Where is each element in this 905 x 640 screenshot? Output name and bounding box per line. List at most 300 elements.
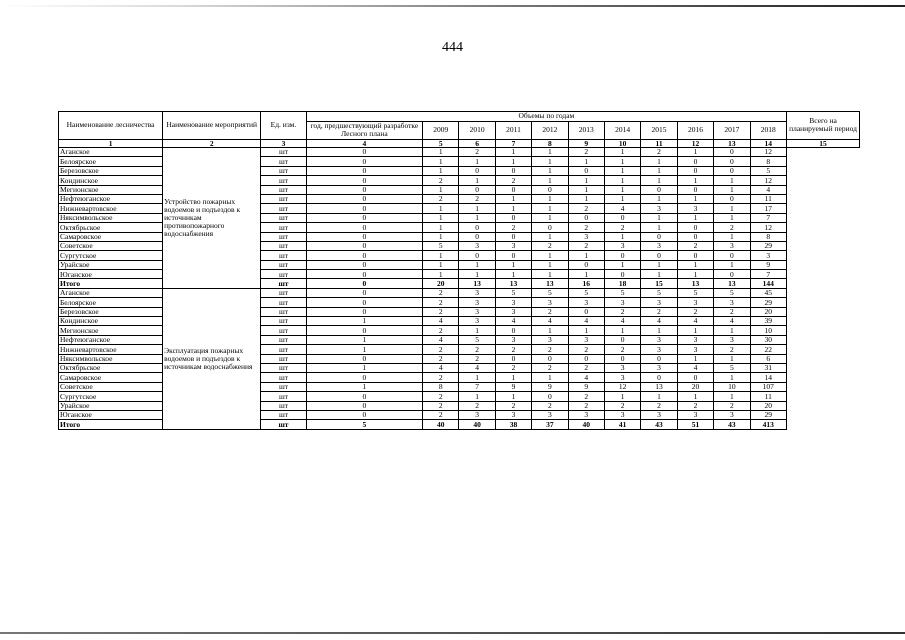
value-cell: 1 [604, 148, 640, 157]
value-cell: 39 [750, 317, 786, 326]
value-cell: 2 [714, 307, 750, 316]
value-cell: 1 [568, 251, 604, 260]
forestry-name: Юганское [59, 410, 163, 419]
value-cell: 0 [306, 354, 422, 363]
value-cell: 0 [306, 185, 422, 194]
forestry-name: Белоярское [59, 157, 163, 166]
column-number: 12 [677, 139, 713, 148]
total-value: 40 [568, 420, 604, 429]
header-unit: Ед. изм. [261, 112, 307, 140]
value-cell: 1 [677, 392, 713, 401]
value-cell: 5 [677, 288, 713, 297]
value-cell: 12 [750, 176, 786, 185]
table-row [59, 148, 860, 157]
value-cell: 3 [641, 204, 677, 213]
value-cell: 3 [459, 288, 495, 297]
value-cell: 4 [423, 317, 459, 326]
value-cell: 1 [532, 176, 568, 185]
value-cell: 3 [495, 241, 531, 250]
header-year: 2009 [423, 122, 459, 140]
value-cell: 1 [459, 157, 495, 166]
value-cell: 1 [459, 176, 495, 185]
header-year: 2015 [641, 122, 677, 140]
header-year: 2013 [568, 122, 604, 140]
value-cell: 1 [423, 166, 459, 175]
value-cell: 1 [306, 363, 422, 372]
value-cell: 3 [459, 298, 495, 307]
value-cell: 1 [459, 213, 495, 222]
unit-cell: шт [261, 148, 307, 157]
value-cell: 2 [568, 223, 604, 232]
unit-cell: шт [261, 298, 307, 307]
value-cell: 0 [306, 401, 422, 410]
value-cell: 5 [423, 241, 459, 250]
unit-cell: шт [261, 204, 307, 213]
header-total: Всего на планируемый период [787, 112, 860, 140]
value-cell: 0 [495, 166, 531, 175]
value-cell: 1 [677, 148, 713, 157]
value-cell: 2 [495, 363, 531, 372]
value-cell: 2 [677, 401, 713, 410]
value-cell: 1 [677, 354, 713, 363]
value-cell: 1 [532, 148, 568, 157]
value-cell: 2 [423, 298, 459, 307]
unit-cell: шт [261, 241, 307, 250]
value-cell: 1 [604, 157, 640, 166]
value-cell: 8 [750, 157, 786, 166]
value-cell: 1 [532, 260, 568, 269]
value-cell: 107 [750, 382, 786, 391]
value-cell: 2 [423, 410, 459, 419]
value-cell: 12 [750, 148, 786, 157]
value-cell: 0 [677, 232, 713, 241]
value-cell: 1 [714, 354, 750, 363]
header-year: 2012 [532, 122, 568, 140]
value-cell: 0 [714, 270, 750, 279]
forestry-name: Нефтеюганское [59, 335, 163, 344]
value-cell: 1 [714, 232, 750, 241]
forestry-name: Юганское [59, 270, 163, 279]
value-cell: 1 [495, 392, 531, 401]
column-number: 3 [261, 139, 307, 148]
value-cell: 2 [459, 148, 495, 157]
value-cell: 5 [532, 288, 568, 297]
value-cell: 45 [750, 288, 786, 297]
column-number: 13 [714, 139, 750, 148]
value-cell: 0 [677, 166, 713, 175]
value-cell: 2 [568, 363, 604, 372]
value-cell: 1 [568, 270, 604, 279]
value-cell: 1 [459, 326, 495, 335]
value-cell: 12 [604, 382, 640, 391]
value-cell: 0 [532, 185, 568, 194]
value-cell: 2 [495, 223, 531, 232]
value-cell: 1 [714, 176, 750, 185]
value-cell: 5 [714, 288, 750, 297]
unit-cell: шт [261, 307, 307, 316]
value-cell: 2 [714, 223, 750, 232]
value-cell: 3 [641, 298, 677, 307]
value-cell: 4 [677, 317, 713, 326]
value-cell: 2 [459, 401, 495, 410]
total-value: 15 [641, 279, 677, 288]
value-cell: 2 [568, 401, 604, 410]
header-year: 2010 [459, 122, 495, 140]
value-cell: 3 [568, 410, 604, 419]
header-volumes-by-year: Объемы по годам [306, 112, 786, 122]
header-year: 2017 [714, 122, 750, 140]
unit-cell: шт [261, 363, 307, 372]
value-cell: 1 [532, 270, 568, 279]
value-cell: 1 [459, 204, 495, 213]
value-cell: 3 [677, 345, 713, 354]
value-cell: 1 [604, 326, 640, 335]
value-cell: 20 [750, 307, 786, 316]
value-cell: 0 [306, 194, 422, 203]
value-cell: 1 [459, 373, 495, 382]
value-cell: 2 [532, 401, 568, 410]
forestry-name: Кондинское [59, 317, 163, 326]
value-cell: 0 [459, 232, 495, 241]
value-cell: 5 [714, 363, 750, 372]
scan-edge-top [0, 5, 905, 7]
value-cell: 2 [532, 307, 568, 316]
unit-cell: шт [261, 232, 307, 241]
unit-cell: шт [261, 223, 307, 232]
value-cell: 1 [532, 204, 568, 213]
value-cell: 2 [459, 194, 495, 203]
header-prev-year: год, предшествующий разработке Лесного плана [306, 122, 422, 140]
header-year: 2014 [604, 122, 640, 140]
value-cell: 3 [495, 307, 531, 316]
value-cell: 4 [677, 363, 713, 372]
value-cell: 1 [677, 194, 713, 203]
value-cell: 20 [677, 382, 713, 391]
value-cell: 1 [714, 373, 750, 382]
value-cell: 3 [568, 232, 604, 241]
value-cell: 3 [677, 335, 713, 344]
value-cell: 0 [568, 260, 604, 269]
page-number: 444 [442, 40, 463, 55]
value-cell: 3 [641, 410, 677, 419]
value-cell: 7 [750, 213, 786, 222]
value-cell: 7 [459, 382, 495, 391]
value-cell: 0 [604, 270, 640, 279]
value-cell: 8 [423, 382, 459, 391]
value-cell: 0 [568, 307, 604, 316]
value-cell: 1 [532, 326, 568, 335]
value-cell: 0 [459, 223, 495, 232]
value-cell: 1 [568, 157, 604, 166]
value-cell: 1 [677, 270, 713, 279]
total-value: 43 [714, 420, 750, 429]
header-forestry: Наименование лесничества [59, 112, 163, 140]
column-number: 6 [459, 139, 495, 148]
value-cell: 0 [495, 213, 531, 222]
value-cell: 0 [495, 185, 531, 194]
column-number: 10 [604, 139, 640, 148]
value-cell: 1 [423, 251, 459, 260]
unit-cell: шт [261, 345, 307, 354]
value-cell: 12 [750, 223, 786, 232]
value-cell: 20 [750, 401, 786, 410]
forestry-name: Советское [59, 241, 163, 250]
total-label: Итого [59, 420, 163, 429]
total-value: 13 [459, 279, 495, 288]
value-cell: 3 [459, 317, 495, 326]
value-cell: 5 [750, 166, 786, 175]
value-cell: 2 [714, 401, 750, 410]
unit-cell: шт [261, 185, 307, 194]
value-cell: 1 [641, 176, 677, 185]
value-cell: 2 [568, 204, 604, 213]
value-cell: 0 [306, 232, 422, 241]
value-cell: 0 [532, 392, 568, 401]
total-value: 13 [495, 279, 531, 288]
value-cell: 1 [306, 317, 422, 326]
value-cell: 0 [495, 354, 531, 363]
value-cell: 3 [677, 410, 713, 419]
value-cell: 0 [714, 251, 750, 260]
value-cell: 0 [714, 148, 750, 157]
unit-cell: шт [261, 382, 307, 391]
total-value: 38 [495, 420, 531, 429]
total-value: 5 [306, 420, 422, 429]
value-cell: 4 [423, 363, 459, 372]
total-value: 20 [423, 279, 459, 288]
unit-cell: шт [261, 392, 307, 401]
value-cell: 0 [641, 354, 677, 363]
unit-cell: шт [261, 326, 307, 335]
value-cell: 0 [306, 373, 422, 382]
value-cell: 2 [641, 148, 677, 157]
value-cell: 1 [532, 194, 568, 203]
value-cell: 0 [306, 241, 422, 250]
value-cell: 2 [604, 307, 640, 316]
value-cell: 1 [495, 260, 531, 269]
value-cell: 3 [714, 410, 750, 419]
value-cell: 5 [641, 288, 677, 297]
total-value: 40 [423, 420, 459, 429]
value-cell: 2 [568, 241, 604, 250]
value-cell: 1 [495, 204, 531, 213]
value-cell: 0 [568, 213, 604, 222]
value-cell: 1 [532, 232, 568, 241]
forestry-name: Аганское [59, 148, 163, 157]
forestry-name: Березовское [59, 166, 163, 175]
value-cell: 0 [714, 194, 750, 203]
forestry-name: Урайское [59, 260, 163, 269]
value-cell: 13 [641, 382, 677, 391]
value-cell: 0 [568, 354, 604, 363]
value-cell: 1 [423, 223, 459, 232]
value-cell: 2 [423, 288, 459, 297]
value-cell: 1 [423, 204, 459, 213]
value-cell: 1 [641, 326, 677, 335]
value-cell: 3 [459, 410, 495, 419]
value-cell: 0 [306, 213, 422, 222]
value-cell: 3 [714, 241, 750, 250]
forestry-name: Мегионское [59, 326, 163, 335]
value-cell: 0 [306, 326, 422, 335]
total-value: 16 [568, 279, 604, 288]
value-cell: 10 [750, 326, 786, 335]
total-value: 13 [532, 279, 568, 288]
forestry-name: Октябрьское [59, 363, 163, 372]
value-cell: 4 [604, 317, 640, 326]
column-number: 11 [641, 139, 677, 148]
volumes-table [58, 111, 860, 430]
value-cell: 1 [714, 204, 750, 213]
value-cell: 1 [641, 392, 677, 401]
value-cell: 1 [677, 213, 713, 222]
forestry-name: Нижневартовское [59, 204, 163, 213]
forestry-name: Мегионское [59, 185, 163, 194]
value-cell: 0 [306, 298, 422, 307]
value-cell: 9 [750, 260, 786, 269]
value-cell: 0 [306, 176, 422, 185]
value-cell: 0 [568, 166, 604, 175]
value-cell: 11 [750, 392, 786, 401]
value-cell: 0 [495, 251, 531, 260]
forestry-name: Аганское [59, 288, 163, 297]
value-cell: 0 [677, 223, 713, 232]
unit-cell: шт [261, 317, 307, 326]
unit-cell: шт [261, 401, 307, 410]
value-cell: 4 [423, 335, 459, 344]
value-cell: 1 [604, 194, 640, 203]
value-cell: 3 [641, 335, 677, 344]
value-cell: 3 [641, 241, 677, 250]
value-cell: 0 [306, 204, 422, 213]
value-cell: 3 [568, 298, 604, 307]
forestry-name: Нефтеюганское [59, 194, 163, 203]
value-cell: 2 [423, 373, 459, 382]
value-cell: 4 [714, 317, 750, 326]
value-cell: 4 [641, 317, 677, 326]
value-cell: 1 [714, 260, 750, 269]
value-cell: 0 [677, 251, 713, 260]
value-cell: 5 [568, 288, 604, 297]
value-cell: 29 [750, 298, 786, 307]
value-cell: 1 [459, 260, 495, 269]
value-cell: 3 [604, 298, 640, 307]
value-cell: 0 [641, 232, 677, 241]
value-cell: 2 [677, 241, 713, 250]
value-cell: 2 [568, 345, 604, 354]
value-cell: 2 [532, 363, 568, 372]
total-value: 51 [677, 420, 713, 429]
header-year: 2011 [495, 122, 531, 140]
column-number: 9 [568, 139, 604, 148]
value-cell: 2 [568, 148, 604, 157]
value-cell: 0 [532, 223, 568, 232]
value-cell: 1 [423, 270, 459, 279]
value-cell: 1 [677, 260, 713, 269]
value-cell: 1 [568, 326, 604, 335]
value-cell: 1 [641, 270, 677, 279]
total-value: 18 [604, 279, 640, 288]
value-cell: 1 [459, 270, 495, 279]
activity-name: Эксплуатация пожарных водоемов и подъездов к источникам водоснабжения [163, 288, 261, 429]
value-cell: 0 [306, 148, 422, 157]
value-cell: 4 [532, 317, 568, 326]
unit-cell: шт [261, 270, 307, 279]
value-cell: 0 [306, 251, 422, 260]
value-cell: 0 [495, 326, 531, 335]
value-cell: 1 [306, 345, 422, 354]
column-number: 15 [787, 139, 860, 148]
column-number: 14 [750, 139, 786, 148]
value-cell: 0 [495, 232, 531, 241]
value-cell: 1 [532, 157, 568, 166]
total-value: 41 [604, 420, 640, 429]
total-value: 13 [714, 279, 750, 288]
value-cell: 1 [568, 194, 604, 203]
header-year: 2016 [677, 122, 713, 140]
value-cell: 0 [306, 223, 422, 232]
value-cell: 4 [568, 373, 604, 382]
value-cell: 1 [568, 185, 604, 194]
value-cell: 1 [495, 373, 531, 382]
value-cell: 2 [532, 241, 568, 250]
value-cell: 2 [641, 307, 677, 316]
value-cell: 1 [495, 270, 531, 279]
unit-cell: шт [261, 354, 307, 363]
unit-cell: шт [261, 157, 307, 166]
value-cell: 0 [714, 157, 750, 166]
value-cell: 2 [604, 223, 640, 232]
total-value: 144 [750, 279, 786, 288]
value-cell: 2 [604, 401, 640, 410]
value-cell: 1 [677, 176, 713, 185]
value-cell: 1 [423, 260, 459, 269]
value-cell: 0 [459, 166, 495, 175]
value-cell: 5 [459, 335, 495, 344]
value-cell: 9 [495, 382, 531, 391]
value-cell: 0 [677, 185, 713, 194]
unit-cell: шт [261, 213, 307, 222]
value-cell: 14 [750, 373, 786, 382]
unit-cell: шт [261, 335, 307, 344]
value-cell: 1 [495, 194, 531, 203]
value-cell: 1 [714, 213, 750, 222]
header-activity: Наименование мероприятий [163, 112, 261, 140]
value-cell: 3 [604, 410, 640, 419]
unit-cell: шт [261, 194, 307, 203]
forestry-name: Белоярское [59, 298, 163, 307]
value-cell: 1 [495, 157, 531, 166]
value-cell: 3 [495, 335, 531, 344]
value-cell: 3 [641, 345, 677, 354]
activity-name: Устройство пожарных водоемов и подъездов к источникам противопожарного водоснабжения [163, 148, 261, 289]
value-cell: 9 [532, 382, 568, 391]
total-value: 13 [677, 279, 713, 288]
value-cell: 1 [532, 373, 568, 382]
value-cell: 10 [714, 382, 750, 391]
value-cell: 3 [677, 298, 713, 307]
value-cell: 0 [604, 354, 640, 363]
unit-cell: шт [261, 288, 307, 297]
forestry-name: Октябрьское [59, 223, 163, 232]
value-cell: 1 [423, 148, 459, 157]
total-value: 0 [306, 279, 422, 288]
forestry-name: Сургутское [59, 392, 163, 401]
value-cell: 29 [750, 241, 786, 250]
value-cell: 2 [423, 401, 459, 410]
value-cell: 3 [459, 241, 495, 250]
forestry-name: Сургутское [59, 251, 163, 260]
